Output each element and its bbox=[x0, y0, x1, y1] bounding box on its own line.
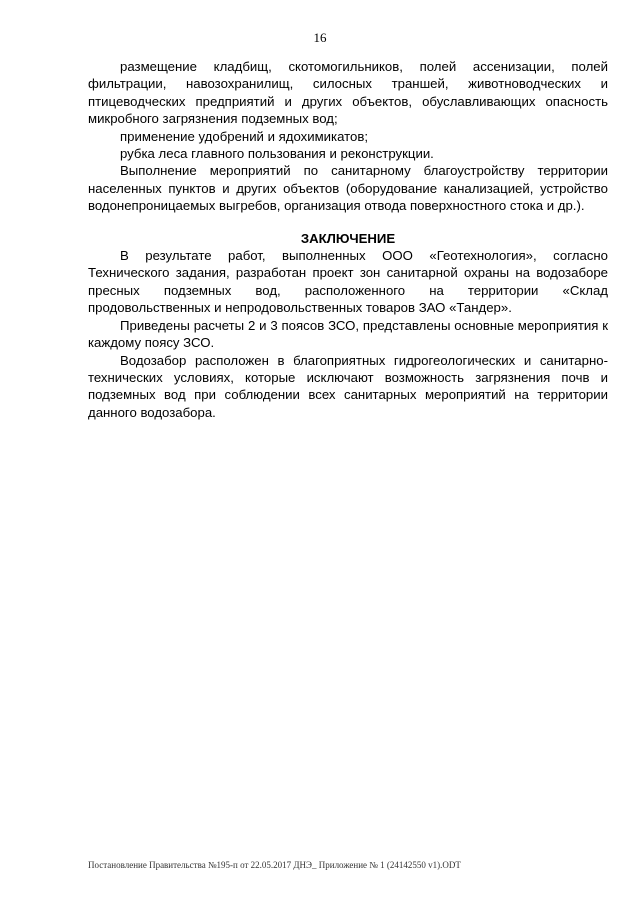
conclusion-paragraph: В результате работ, выполненных ООО «Геотехнология», согласно Технического задания, разработан проект зон санитарной охраны на водозаборе пресных подземных вод, расположенного на территории «Склад продовольственных и непродовольственных товаров ЗАО «Тандер». bbox=[88, 248, 608, 316]
paragraph: рубка леса главного пользования и реконструкции. bbox=[120, 146, 434, 162]
paragraph: размещение кладбищ, скотомогильников, полей ассенизации, полей фильтрации, навозохранилищ, силосных траншей, животноводческих и птицеводческих предприятий и других объектов, обуславливающих опасность микробного загрязнения подземных вод; bbox=[88, 59, 608, 127]
paragraph: применение удобрений и ядохимикатов; bbox=[120, 128, 369, 144]
page-number: 16 bbox=[313, 30, 327, 45]
section-title: ЗАКЛЮЧЕНИЕ bbox=[300, 230, 396, 246]
conclusion-paragraph: Водозабор расположен в благоприятных гидрогеологических и санитарно-технических условиях, которые исключают возможность загрязнения почв и подземных вод при соблюдении всех санитарных мероприятий на территории данного водозабора. bbox=[88, 352, 608, 420]
conclusion-paragraph: Приведены расчеты 2 и 3 поясов ЗСО, представлены основные мероприятия к каждому поясу ЗСО. bbox=[88, 317, 608, 351]
document-body bbox=[88, 58, 608, 421]
document-footer: Постановление Правительства №195-п от 22.05.2017 ДНЭ_ Приложение № 1 (24142550 v1).ODT bbox=[88, 860, 461, 870]
paragraph: Выполнение мероприятий по санитарному благоустройству территории населенных пунктов и других объектов (оборудование канализацией, устройство водонепроницаемых выгребов, организация отвода поверхностного стока и др.). bbox=[88, 163, 608, 214]
